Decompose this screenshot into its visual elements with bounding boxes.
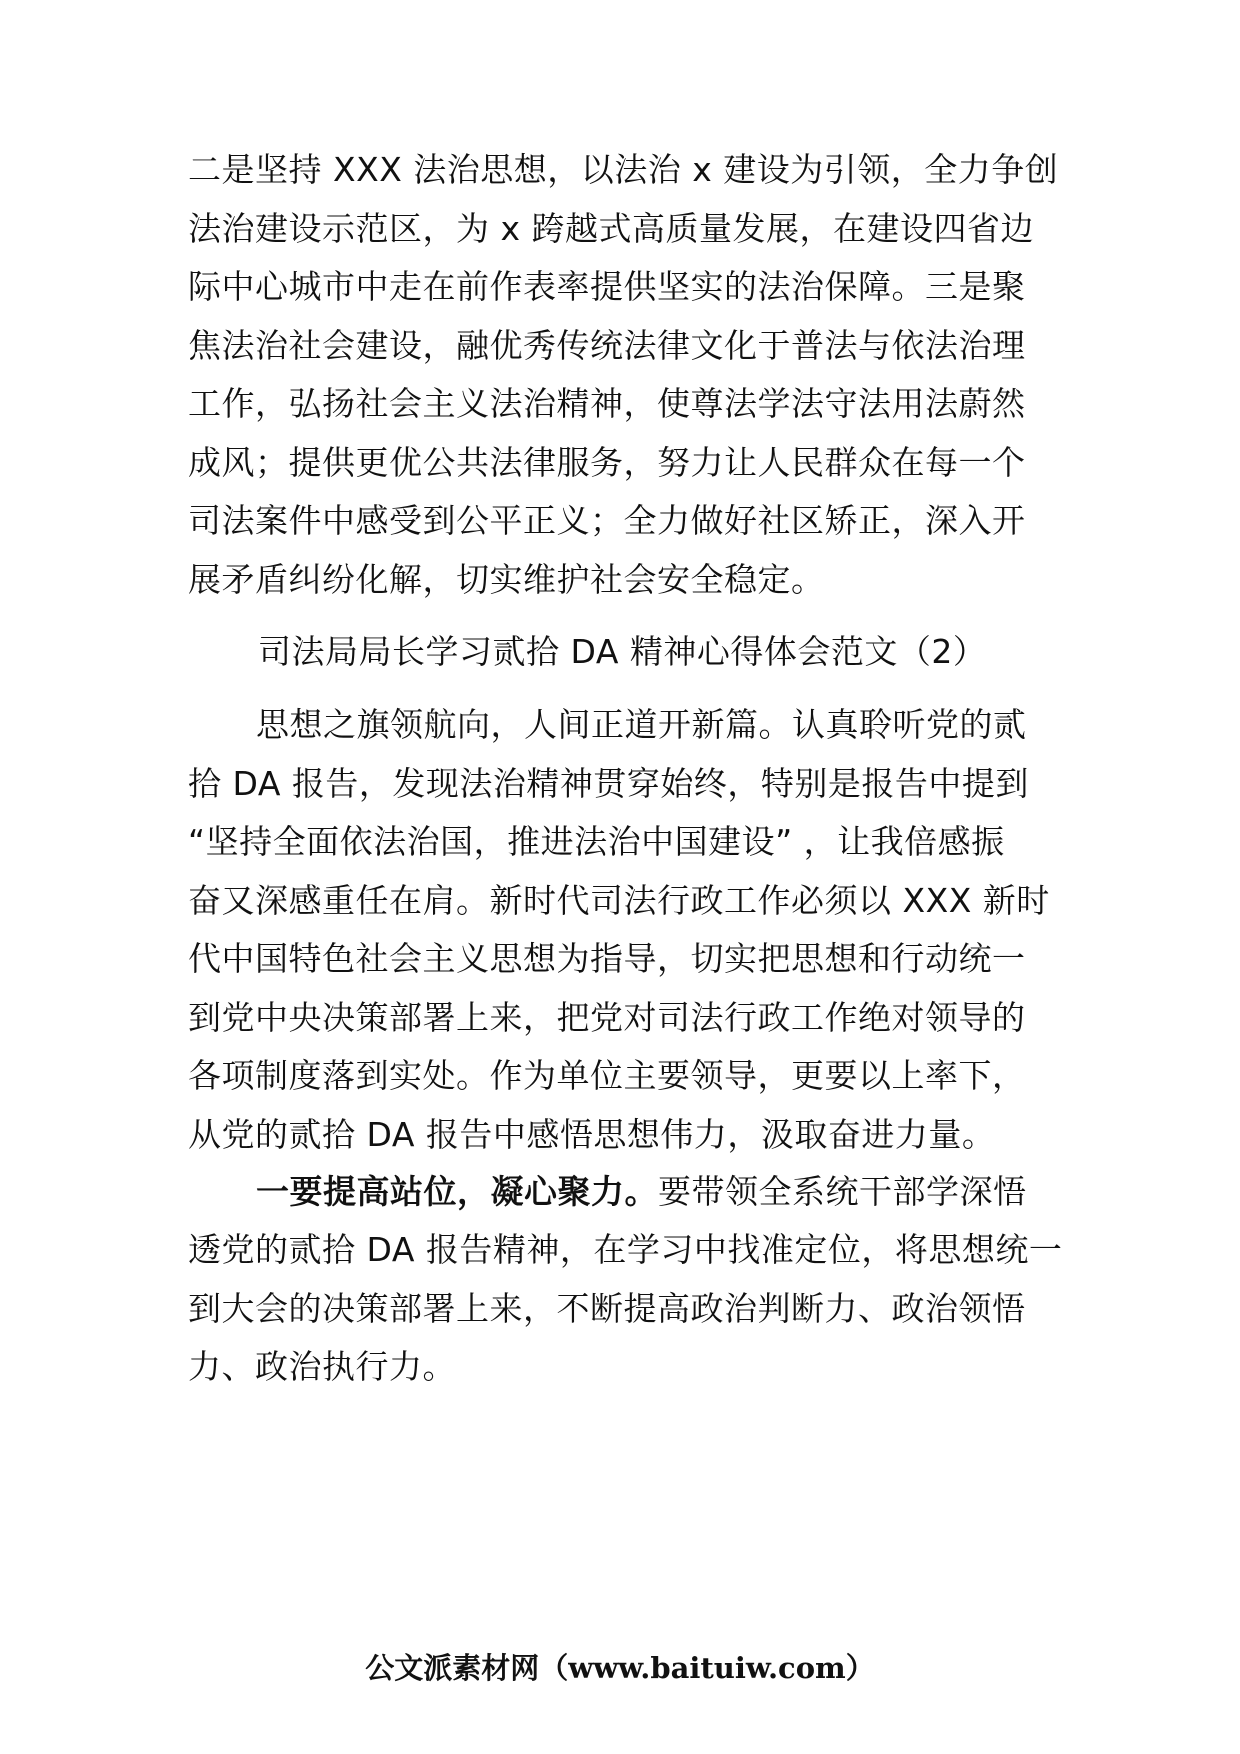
paragraph-line: 到大会的决策部署上来，不断提高政治判断力、政治领悟 xyxy=(188,1289,1026,1328)
paragraph-line: 各项制度落到实处。作为单位主要领导，更要以上率下， xyxy=(188,1056,1026,1095)
paragraph-line: 司法案件中感受到公平正义；全力做好社区矫正，深入开 xyxy=(188,501,1026,540)
paragraph-line: 展矛盾纠纷化解，切实维护社会安全稳定。 xyxy=(188,560,825,599)
footer-source: 公文派素材网（www.baituiw.com） xyxy=(365,1651,875,1685)
paragraph-line: 成风；提供更优公共法律服务，努力让人民群众在每一个 xyxy=(188,443,1026,482)
paragraph-line: 力、政治执行力。 xyxy=(188,1347,456,1386)
paragraph-line: 思想之旗领航向，人间正道开新篇。认真聆听党的贰 xyxy=(256,705,1027,744)
paragraph-line: 到党中央决策部署上来，把党对司法行政工作绝对领导的 xyxy=(188,998,1026,1037)
paragraph-line: 拾 DA 报告，发现法治精神贯穿始终，特别是报告中提到 xyxy=(188,764,1029,803)
paragraph-line: 代中国特色社会主义思想为指导，切实把思想和行动统一 xyxy=(188,939,1026,978)
section-heading: 一要提高站位，凝心聚力。 xyxy=(256,1172,658,1211)
paragraph-line: 工作，弘扬社会主义法治精神，使尊法学法守法用法蔚然 xyxy=(188,384,1026,423)
paragraph-line: 焦法治社会建设，融优秀传统法律文化于普法与依法治理 xyxy=(188,326,1026,365)
paragraph-line: 奋又深感重任在肩。新时代司法行政工作必须以 XXX 新时 xyxy=(188,881,1050,920)
paragraph-line: 二是坚持 XXX 法治思想，以法治 x 建设为引领，全力争创 xyxy=(188,150,1059,189)
article-title: 司法局局长学习贰拾 DA 精神心得体会范文（2） xyxy=(258,632,987,671)
paragraph-line: 际中心城市中走在前作表率提供坚实的法治保障。三是聚 xyxy=(188,267,1026,306)
paragraph-line: “坚持全面依法治国，推进法治中国建设” ，让我倍感振 xyxy=(188,822,1005,861)
paragraph-line: 透党的贰拾 DA 报告精神，在学习中找准定位，将思想统一 xyxy=(188,1230,1063,1269)
paragraph-line: 从党的贰拾 DA 报告中感悟思想伟力，汲取奋进力量。 xyxy=(188,1115,996,1154)
paragraph-text: 要带领全系统干部学深悟 xyxy=(658,1172,1027,1211)
paragraph-line: 法治建设示范区，为 x 跨越式高质量发展，在建设四省边 xyxy=(188,209,1035,248)
paragraph-line xyxy=(256,1172,1027,1212)
